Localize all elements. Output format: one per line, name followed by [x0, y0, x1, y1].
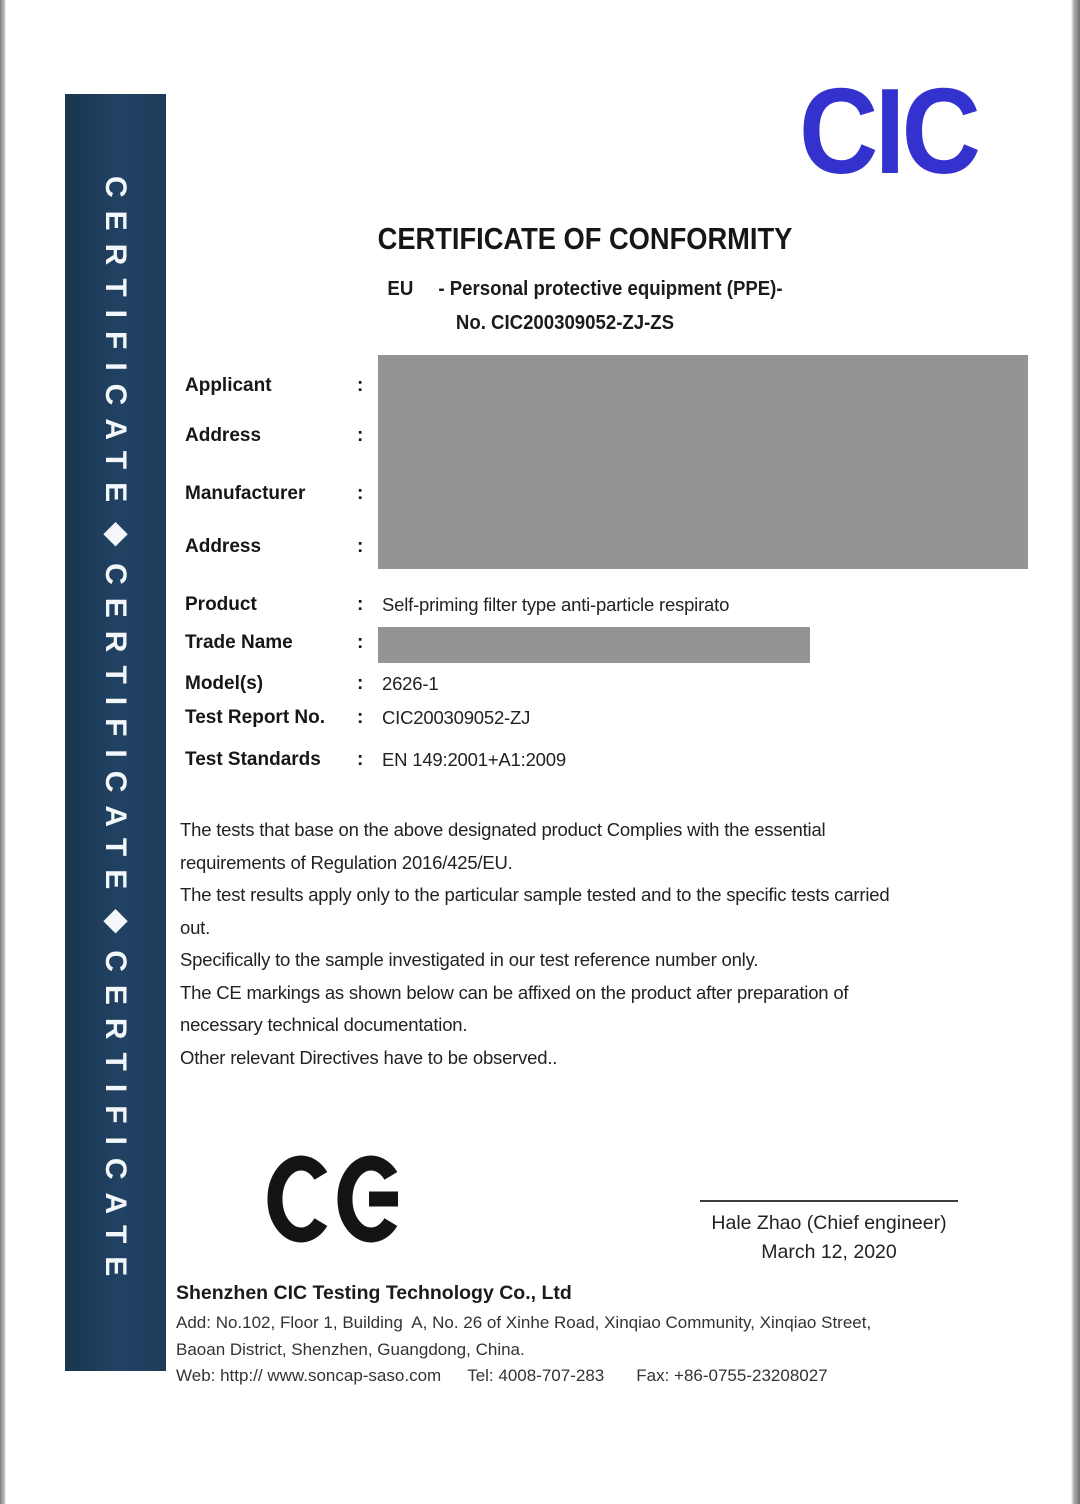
cic-logo: CIC — [799, 63, 978, 199]
field-label: Address — [185, 425, 262, 446]
field-value: 2626-1 — [382, 673, 439, 694]
footer-fax: Fax: +86-0755-23208027 — [636, 1366, 828, 1385]
field-colon: : — [357, 483, 364, 504]
field-colon: : — [357, 375, 364, 396]
certificate-number: No. CIC200309052-ZJ-ZS — [455, 312, 675, 334]
field-label: Test Report No. — [185, 707, 326, 728]
field-label: Applicant — [185, 375, 272, 396]
signer-name: Hale Zhao (Chief engineer) — [711, 1212, 947, 1234]
conditions-line: out. — [180, 916, 211, 938]
footer-website: Web: http:// www.soncap-saso.com — [176, 1366, 442, 1385]
signature-line — [700, 1200, 958, 1202]
field-value: EN 149:2001+A1:2009 — [382, 749, 566, 770]
field-colon: : — [357, 673, 364, 694]
conditions-line: Other relevant Directives have to be observed.. — [180, 1046, 558, 1068]
footer-address-line2: Baoan District, Shenzhen, Guangdong, China. — [176, 1339, 525, 1359]
field-value: CIC200309052-ZJ — [382, 707, 531, 728]
subtitle-equipment-label: - Personal protective equipment (PPE)- — [438, 278, 783, 300]
field-colon: : — [357, 707, 364, 728]
conditions-line: requirements of Regulation 2016/425/EU. — [180, 851, 513, 873]
conditions-line: Specifically to the sample investigated in our test reference number only. — [180, 949, 759, 970]
field-colon: : — [357, 594, 364, 615]
field-row-applicant — [0, 375, 1080, 403]
field-row-applicant-address — [0, 425, 1080, 453]
field-colon: : — [357, 749, 364, 770]
footer-contact-row — [176, 1363, 1006, 1390]
field-label: Manufacturer — [185, 483, 306, 504]
footer-company-name: Shenzhen CIC Testing Technology Co., Ltd — [176, 1282, 572, 1304]
footer-telephone: Tel: 4008-707-283 — [467, 1366, 605, 1385]
conditions-line: The tests that base on the above designated product Complies with the essential — [180, 819, 826, 840]
banner-vertical-text: CERTIFICATE◆CERTIFICATE◆CERTIFICATE — [99, 175, 132, 1290]
issue-date: March 12, 2020 — [761, 1241, 897, 1263]
field-row-manufacturer — [0, 483, 1080, 511]
signature-block — [700, 1200, 958, 1267]
footer-address-line1: Add: No.102, Floor 1, Building A, No. 26 of Xinhe Road, Xinqiao Community, Xinqiao Street, — [176, 1313, 872, 1332]
footer — [176, 1282, 1006, 1390]
field-value: Self-priming filter type anti-particle respirato — [382, 594, 730, 615]
field-row-product — [0, 594, 1080, 622]
field-label: Model(s) — [185, 673, 264, 694]
field-label: Address — [185, 536, 262, 557]
certificate-subtitle — [208, 278, 961, 301]
field-colon: : — [357, 425, 364, 446]
field-row-manufacturer-address — [0, 536, 1080, 564]
field-row-test-standards — [0, 749, 1080, 777]
conditions-line: The CE markings as shown below can be affixed on the product after preparation of — [180, 981, 849, 1003]
field-colon: : — [357, 536, 364, 557]
field-label: Test Standards — [185, 749, 321, 770]
field-row-test-report-no — [0, 707, 1080, 735]
conditions-text — [180, 814, 990, 1074]
certificate-title: CERTIFICATE OF CONFORMITY — [377, 221, 793, 256]
field-colon: : — [357, 632, 364, 653]
field-row-trade-name — [0, 632, 1080, 660]
subtitle-region-label: EU — [387, 278, 414, 300]
conditions-line: The test results apply only to the particular sample tested and to the specific tests carried — [180, 884, 890, 905]
ce-mark-icon — [267, 1152, 399, 1246]
field-label: Trade Name — [185, 632, 293, 653]
field-label: Product — [185, 594, 257, 615]
field-row-models — [0, 673, 1080, 701]
conditions-line: necessary technical documentation. — [180, 1014, 468, 1035]
